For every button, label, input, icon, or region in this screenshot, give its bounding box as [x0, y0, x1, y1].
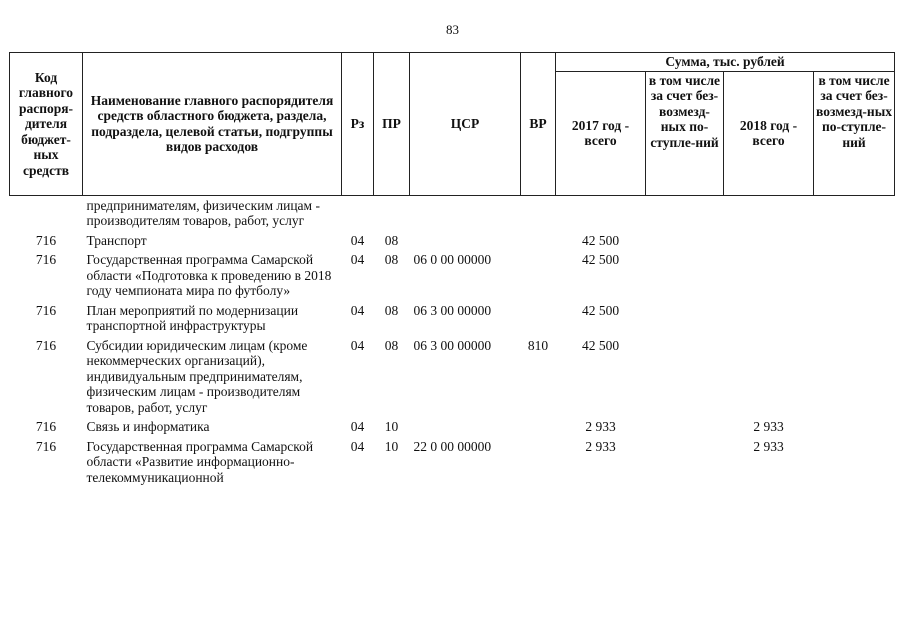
- table-row: [10, 195, 895, 232]
- cell-csr: 22 0 00 00000: [413, 438, 492, 454]
- cell-2017-total: 42 500: [581, 252, 620, 267]
- cell-2018-grants: [814, 251, 895, 302]
- header-name: Наименование главного распорядителя средств областного бюджета, раздела, подраздела, целевой статьи, подгруппы видов расходов: [83, 53, 342, 196]
- cell-csr: [410, 232, 521, 252]
- cell-rz: [342, 195, 374, 232]
- cell-rz: 04: [350, 337, 365, 353]
- cell-code: [10, 195, 83, 232]
- cell-rz: 04: [350, 302, 365, 318]
- header-pr: ПР: [374, 53, 410, 196]
- table-header: [10, 53, 895, 196]
- cell-2018-grants: [814, 232, 895, 252]
- cell-vr: [521, 438, 556, 489]
- cell-name: Государственная программа Самарской области «Подготовка к проведению в 2018 году чемпионата мира по футболу»: [86, 252, 332, 298]
- cell-2018-total: [724, 337, 814, 419]
- header-rz: Рз: [342, 53, 374, 196]
- cell-2017-grants: [646, 232, 724, 252]
- cell-code: 716: [35, 337, 57, 353]
- cell-code: 716: [35, 252, 57, 267]
- cell-rz: 04: [350, 419, 365, 434]
- cell-pr: 08: [384, 337, 399, 353]
- header-csr: ЦСР: [410, 53, 521, 196]
- budget-table: [9, 52, 895, 488]
- cell-2017-grants: [646, 418, 724, 438]
- cell-vr: [521, 302, 556, 337]
- cell-2018-grants: [814, 195, 895, 232]
- cell-2017-grants: [646, 438, 724, 489]
- cell-2017-total: 42 500: [581, 337, 620, 353]
- header-2018-total: 2018 год - всего: [724, 71, 814, 195]
- cell-name: План мероприятий по модернизации транспортной инфраструктуры: [86, 302, 299, 333]
- cell-2018-total: 2 933: [753, 438, 784, 454]
- cell-pr: 10: [384, 419, 399, 434]
- cell-2018-total: [724, 232, 814, 252]
- table-row: [10, 438, 895, 489]
- cell-rz: 04: [350, 232, 365, 248]
- cell-2017-grants: [646, 195, 724, 232]
- cell-csr: [410, 195, 521, 232]
- cell-vr: [521, 251, 556, 302]
- cell-csr: 06 3 00 00000: [413, 302, 492, 318]
- cell-2017-grants: [646, 302, 724, 337]
- cell-2017-total: 2 933: [585, 419, 616, 434]
- cell-code: 716: [35, 419, 57, 434]
- header-2017-total: 2017 год - всего: [556, 71, 646, 195]
- cell-2018-grants: [814, 337, 895, 419]
- cell-vr: [521, 232, 556, 252]
- cell-2018-grants: [814, 302, 895, 337]
- cell-pr: 08: [384, 232, 399, 248]
- cell-2017-total: 42 500: [581, 232, 620, 248]
- cell-pr: 08: [384, 252, 399, 267]
- cell-2018-total: 2 933: [753, 419, 784, 434]
- cell-pr: 08: [384, 302, 399, 318]
- header-2018-grants: в том числе за счет без-возмезд-ных по-ступле-ний: [814, 71, 895, 195]
- cell-2018-total: [724, 195, 814, 232]
- header-sum-group: Сумма, тыс. рублей: [556, 53, 895, 72]
- cell-2017-grants: [646, 337, 724, 419]
- table-row: [10, 418, 895, 438]
- header-code: Код главного распоря-дителя бюджет-ных средств: [10, 53, 83, 196]
- cell-code: 716: [35, 438, 57, 454]
- cell-pr: [374, 195, 410, 232]
- page-number: 83: [446, 22, 459, 37]
- cell-vr: 810: [527, 337, 549, 353]
- cell-code: 716: [35, 232, 57, 248]
- cell-csr: 06 0 00 00000: [413, 252, 492, 267]
- cell-name: Связь и информатика: [86, 419, 210, 434]
- table-row: [10, 232, 895, 252]
- cell-rz: 04: [350, 438, 365, 454]
- header-2017-grants: в том числе за счет без-возмезд-ных по-ступле-ний: [646, 71, 724, 195]
- cell-name: Транспорт: [86, 232, 147, 248]
- cell-csr: 06 3 00 00000: [413, 337, 492, 353]
- header-vr: ВР: [521, 53, 556, 196]
- table-row: [10, 302, 895, 337]
- cell-vr: [521, 195, 556, 232]
- cell-vr: [521, 418, 556, 438]
- cell-2017-total: [556, 195, 646, 232]
- cell-csr: [410, 418, 521, 438]
- cell-code: 716: [35, 302, 57, 318]
- cell-rz: 04: [350, 252, 365, 267]
- cell-name: Субсидии юридическим лицам (кроме некоммерческих организаций), индивидуальным предпринимателям, физическим лицам - производителям товаров, работ, услуг: [86, 337, 308, 415]
- cell-2017-total: 42 500: [581, 302, 620, 318]
- cell-2018-total: [724, 251, 814, 302]
- cell-name: предпринимателям, физическим лицам - производителям товаров, работ, услуг: [86, 197, 320, 228]
- cell-2018-grants: [814, 438, 895, 489]
- cell-2017-grants: [646, 251, 724, 302]
- cell-2017-total: 2 933: [585, 438, 616, 454]
- cell-2018-grants: [814, 418, 895, 438]
- table-body: [10, 195, 895, 488]
- cell-name: Государственная программа Самарской области «Развитие информационно-телекоммуникационной: [86, 438, 314, 485]
- table-row: [10, 251, 895, 302]
- table-row: [10, 337, 895, 419]
- cell-pr: 10: [384, 438, 399, 454]
- cell-2018-total: [724, 302, 814, 337]
